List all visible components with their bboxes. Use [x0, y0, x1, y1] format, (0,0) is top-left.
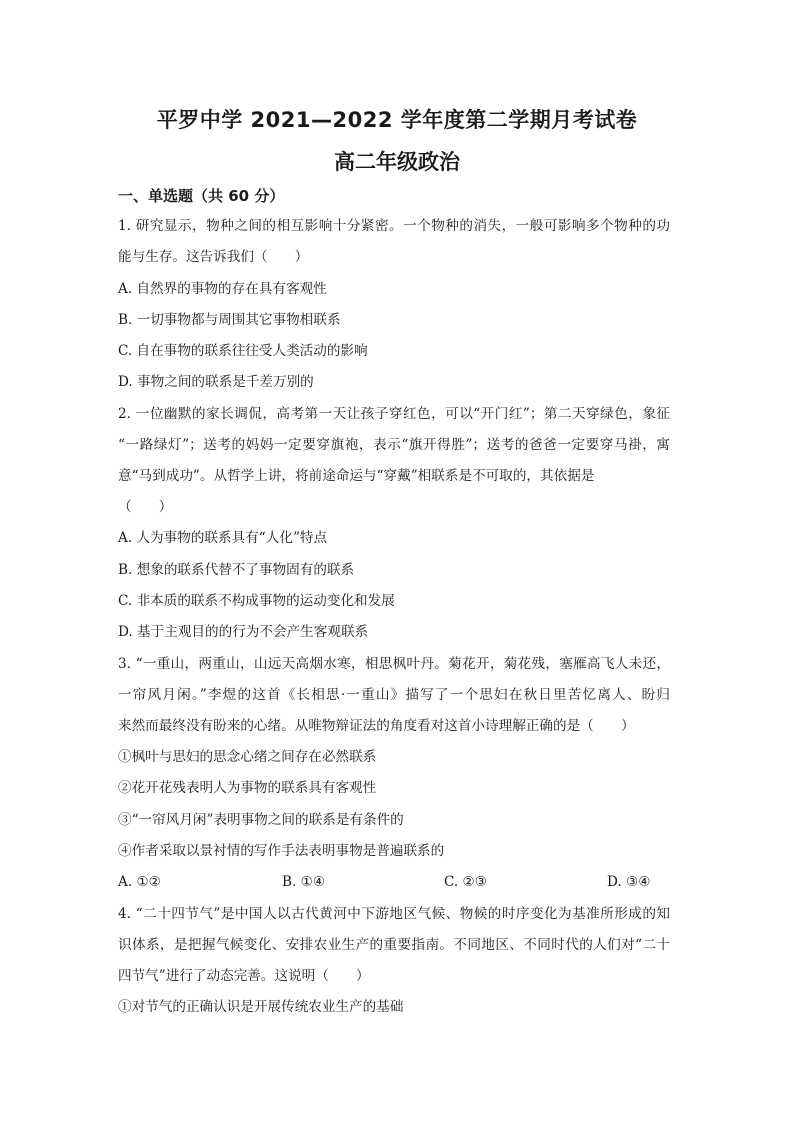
q3-stem-line: 一帘风月闲。”李煜的这首《长相思·一重山》描写了一个思妇在秋日里苦忆离人、盼归	[118, 687, 670, 703]
q3-item: ③“一帘风月闲”表明事物之间的联系是有条件的	[118, 812, 404, 828]
q3-option-b: B. ①④	[282, 874, 326, 890]
q2-stem-line: 2. 一位幽默的家长调侃，高考第一天让孩子穿红色，可以“开门红”；第二天穿绿色，象征	[118, 406, 670, 422]
q1-stem-line: 能与生存。这告诉我们（ ）	[118, 249, 309, 265]
q4-stem-line: 四节气”进行了动态完善。这说明（ ）	[118, 968, 370, 984]
q1-option-a: A. 自然界的事物的存在具有客观性	[118, 281, 327, 297]
q3-item: ④作者采取以景衬情的写作手法表明事物是普遍联系的	[118, 843, 445, 859]
q1-option-d: D. 事物之间的联系是千差万别的	[118, 374, 314, 390]
q1-option-b: B. 一切事物都与周围其它事物相联系	[118, 312, 341, 328]
q2-stem-line: “一路绿灯”；送考的妈妈一定要穿旗袍，表示“旗开得胜”；送考的爸爸一定要穿马褂，寓	[118, 437, 670, 453]
q1-option-c: C. 自在事物的联系往往受人类活动的影响	[118, 343, 368, 359]
q4-item: ①对节气的正确认识是开展传统农业生产的基础	[118, 999, 404, 1015]
q2-option-d: D. 基于主观目的的行为不会产生客观联系	[118, 624, 369, 640]
q2-stem-line: （ ）	[118, 499, 173, 515]
q3-option-c: C. ②③	[444, 874, 487, 890]
section-title: 一、单选题（共 60 分）	[118, 187, 285, 205]
q1-stem-line: 1. 研究显示，物种之间的相互影响十分紧密。一个物种的消失，一般可影响多个物种的功	[118, 218, 670, 234]
q4-stem-line: 4. “二十四节气”是中国人以古代黄河中下游地区气候、物候的时序变化为基准所形成的知	[118, 906, 670, 922]
q3-stem-line: 来然而最终没有盼来的心绪。从唯物辩证法的角度看对这首小诗理解正确的是（ ）	[118, 718, 635, 734]
q3-item: ①枫叶与思妇的思念心绪之间存在必然联系	[118, 749, 377, 765]
exam-subtitle: 高二年级政治	[334, 150, 460, 174]
exam-title: 平罗中学 2021—2022 学年度第二学期月考试卷	[156, 108, 638, 132]
q3-option-a: A. ①②	[118, 874, 161, 890]
q3-option-d: D. ③④	[607, 874, 651, 890]
q2-option-a: A. 人为事物的联系具有“人化”特点	[118, 530, 328, 546]
q3-item: ②花开花残表明人为事物的联系具有客观性	[118, 780, 377, 796]
q2-option-b: B. 想象的联系代替不了事物固有的联系	[118, 562, 355, 578]
q2-option-c: C. 非本质的联系不构成事物的运动变化和发展	[118, 593, 395, 609]
q4-stem-line: 识体系，是把握气候变化、安排农业生产的重要指南。不同地区、不同时代的人们对“二十	[118, 937, 670, 953]
q2-stem-line: 意“马到成功”。从哲学上讲，将前途命运与“穿戴”相联系是不可取的，其依据是	[118, 468, 595, 484]
q3-stem-line: 3. “一重山，两重山，山远天高烟水寒，相思枫叶丹。菊花开，菊花残，塞雁高飞人未还，	[118, 656, 670, 672]
